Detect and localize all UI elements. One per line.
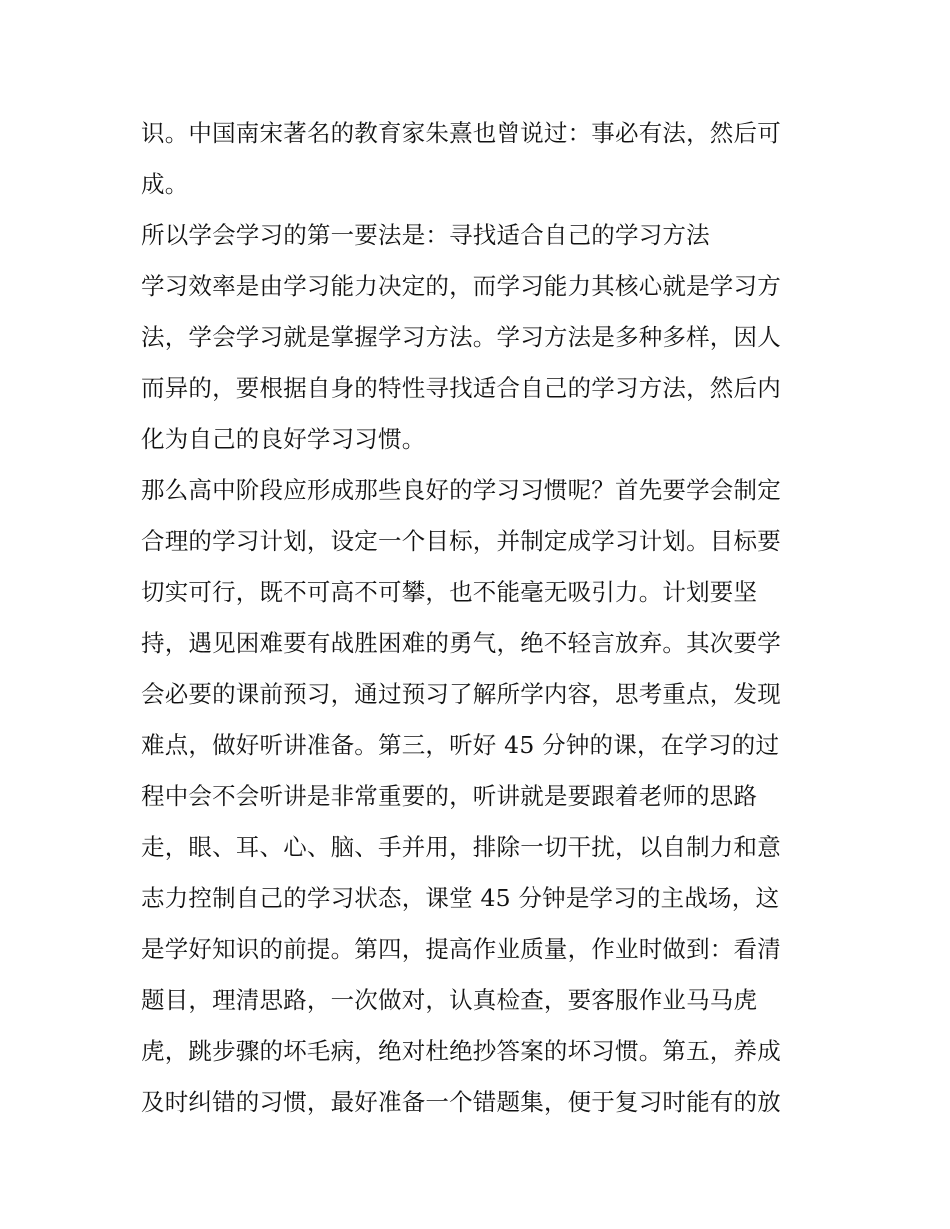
- text-line: 志力控制自己的学习状态，课堂 45 分钟是学习的主战场，这: [141, 884, 780, 912]
- text-line: 及时纠错的习惯，最好准备一个错题集，便于复习时能有的放: [141, 1088, 781, 1116]
- text-line: 那么高中阶段应形成那些良好的学习习惯呢？首先要学会制定: [141, 476, 781, 504]
- text-line: 难点，做好听讲准备。第三，听好 45 分钟的课，在学习的过: [141, 731, 780, 759]
- text-line: 化为自己的良好学习习惯。: [141, 425, 426, 453]
- text-line: 程中会不会听讲是非常重要的，听讲就是要跟着老师的思路: [141, 782, 758, 810]
- text-line: 走，眼、耳、心、脑、手并用，排除一切干扰，以自制力和意: [141, 833, 781, 861]
- text-line: 法，学会学习就是掌握学习方法。学习方法是多种多样，因人: [141, 323, 781, 351]
- text-line: 成。: [141, 170, 189, 198]
- text-line: 是学好知识的前提。第四，提高作业质量，作业时做到：看清: [141, 935, 781, 963]
- text-line: 题目，理清思路，一次做对，认真检查，要客服作业马马虎: [141, 986, 758, 1014]
- text-line: 而异的，要根据自身的特性寻找适合自己的学习方法，然后内: [141, 374, 781, 402]
- text-line: 学习效率是由学习能力决定的，而学习能力其核心就是学习方: [141, 272, 781, 300]
- text-line: 虎，跳步骤的坏毛病，绝对杜绝抄答案的坏习惯。第五，养成: [141, 1037, 781, 1065]
- text-line: 所以学会学习的第一要法是：寻找适合自己的学习方法: [141, 221, 710, 249]
- text-line: 会必要的课前预习，通过预习了解所学内容，思考重点，发现: [141, 680, 781, 708]
- body-text: [141, 108, 813, 1128]
- text-line: 合理的学习计划，设定一个目标，并制定成学习计划。目标要: [141, 527, 781, 555]
- text-line: 识。中国南宋著名的教育家朱熹也曾说过：事必有法，然后可: [141, 119, 781, 147]
- text-line: 切实可行，既不可高不可攀，也不能毫无吸引力。计划要坚: [141, 578, 758, 606]
- text-line: 持，遇见困难要有战胜困难的勇气，绝不轻言放弃。其次要学: [141, 629, 781, 657]
